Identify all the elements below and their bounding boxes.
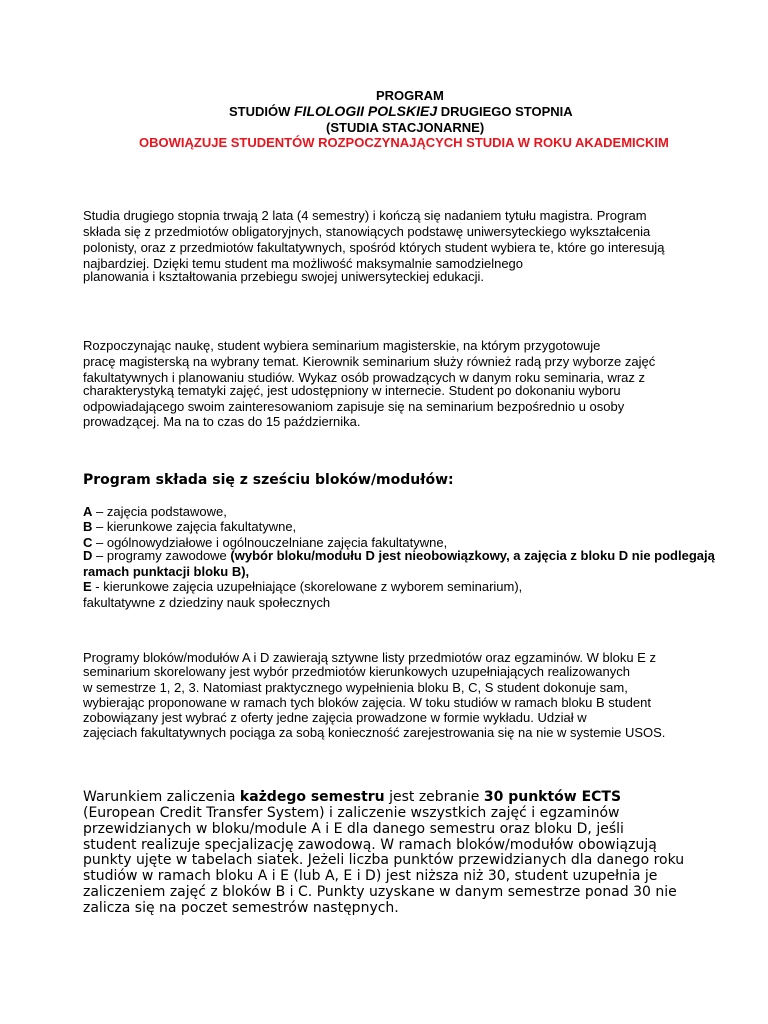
title-mode: (STUDIA STACJONARNE) (326, 120, 485, 135)
para4-line (83, 789, 621, 805)
para4-bold-ects: 30 punktów ECTS (483, 789, 622, 805)
block-b (83, 519, 296, 535)
block-a (83, 504, 227, 520)
block-c-text: – ogólnowydziałowe i ogólnouczelniane zajęcia fakultatywne, (92, 535, 448, 550)
para2-line: Rozpoczynając naukę, student wybiera seminarium magisterskie, na którym przygotowuje (83, 338, 601, 353)
block-d-text: – programy zawodowe (92, 548, 231, 563)
block-a-letter: A (83, 504, 93, 519)
para2-line: charakterystyką tematyki zajęć, jest udostępniony w internecie. Student po dokonaniu wyboru (83, 383, 621, 398)
block-c-letter: C (83, 535, 93, 550)
block-e-text: - kierunkowe zajęcia uzupełniające (skorelowane z wyborem seminarium), (91, 579, 523, 594)
para4-line: zaliczeniem zajęć z bloków B i C. Punkty uzyskane w danym semestrze ponad 30 nie (83, 884, 677, 900)
para2-line: pracę magisterską na wybrany temat. Kierownik seminarium służy również radą przy wyborze zajęć (83, 354, 656, 369)
block-b-letter: B (83, 519, 93, 534)
para4-line: student realizuje specjalizację zawodową. W ramach bloków/modułów obowiązują (83, 837, 657, 853)
para4-pre: Warunkiem zaliczenia (83, 789, 240, 805)
para4-bold-semester: każdego semestru (239, 789, 385, 805)
para3-line: wybierając proponowane w ramach tych bloków zajęcia. W toku studiów w ramach bloku B student (83, 695, 651, 710)
title-obligation: OBOWIĄZUJE STUDENTÓW ROZPOCZYNAJĄCYCH STUDIA W ROKU AKADEMICKIM (139, 135, 669, 150)
blocks-heading: Program składa się z sześciu bloków/modułów: (83, 472, 454, 488)
para2-line: odpowiadającego swoim zainteresowaniom zapisuje się na seminarium bezpośrednio u osoby (83, 399, 625, 414)
para2-line: prowadzącej. Ma na to czas do 15 października. (83, 414, 361, 429)
para4-line: przewidzianych w bloku/module A i E dla danego semestru oraz bloku D, jeśli (83, 821, 624, 837)
para2-line: fakultatywnych i planowaniu studiów. Wykaz osób prowadzących w danym roku seminaria, wraz z (83, 370, 646, 385)
para3-line: zobowiązany jest wybrać z oferty jedne zajęcia prowadzone w formie wykładu. Udział w (83, 710, 587, 725)
block-b-text: – kierunkowe zajęcia fakultatywne, (92, 519, 297, 534)
para4-mid: jest zebranie (384, 789, 484, 805)
block-d-note-cont: ramach punktacji bloku B), (83, 564, 250, 579)
para3-line: Programy bloków/modułów A i D zawierają sztywne listy przedmiotów oraz egzaminów. W bloku E z (83, 650, 656, 665)
title-studies-italic: FILOLOGII POLSKIEJ (294, 103, 438, 119)
para1-line: składa się z przedmiotów obligatoryjnych, stanowiących podstawę uniwersyteckiego wykształcenia (83, 224, 651, 239)
block-d-letter: D (83, 548, 93, 563)
block-e-letter: E (83, 579, 92, 594)
para4-line: (European Credit Transfer System) i zaliczenie wszystkich zajęć i egzaminów (83, 805, 620, 821)
para3-line: w semestrze 1, 2, 3. Natomiast praktycznego wypełnienia bloku B, C, S student dokonuje sam, (83, 680, 628, 695)
para1-line: Studia drugiego stopnia trwają 2 lata (4 semestry) i kończą się nadaniem tytułu magistra. Program (83, 208, 647, 223)
title-program: PROGRAM (376, 88, 444, 103)
para3-line: zajęciach fakultatywnych pociąga za sobą konieczność zarejestrowania się na nie w systemie USOS. (83, 725, 666, 740)
block-e (83, 579, 522, 595)
title-studies-post: DRUGIEGO STOPNIA (437, 104, 573, 119)
para4-line: punkty ujęte w tabelach siatek. Jeżeli liczba punktów przewidzianych dla danego roku (83, 852, 685, 868)
para3-line: seminarium skorelowany jest wybór przedmiotów kierunkowych uzupełniających realizowanych (83, 664, 630, 679)
block-e-cont: fakultatywne z dziedziny nauk społecznych (83, 595, 331, 610)
block-d-note: (wybór bloku/modułu D jest nieobowiązkowy, a zajęcia z bloku D nie podlegają (230, 548, 715, 563)
block-a-text: – zajęcia podstawowe, (92, 504, 227, 519)
title-studies-pre: STUDIÓW (229, 104, 294, 119)
para1-line: najbardziej. Dzięki temu student ma możliwość maksymalnie samodzielnego (83, 256, 524, 271)
para1-line: polonisty, oraz z przedmiotów fakultatywnych, spośród których student wybiera te, które go interesują (83, 240, 665, 255)
block-d (83, 548, 715, 564)
title-studies (229, 103, 573, 119)
para4-line: studiów w ramach bloku A i E (lub A, E i D) jest niższa niż 30, student uzupełnia je (83, 868, 658, 884)
para4-line: zalicza się na poczet semestrów następnych. (83, 900, 399, 916)
para1-line: planowania i kształtowania przebiegu swojej uniwersyteckiej edukacji. (83, 269, 485, 284)
